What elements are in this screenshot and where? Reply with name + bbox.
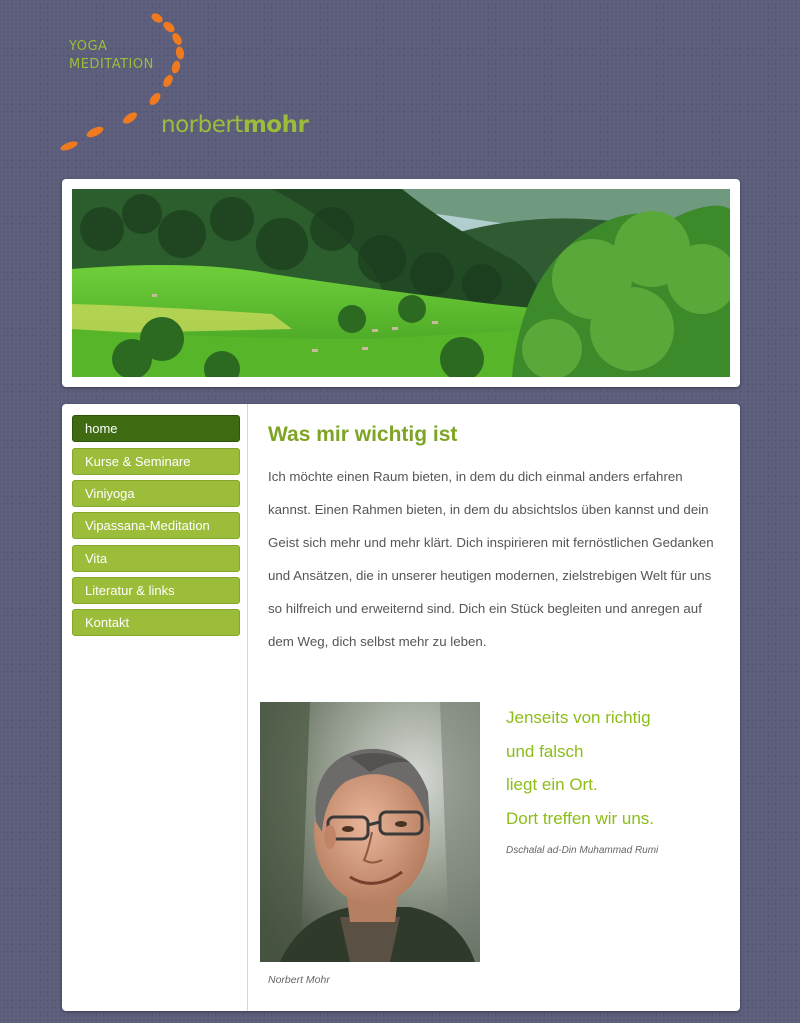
logo-tagline-yoga: YOGA bbox=[69, 39, 108, 54]
nav-item-viniyoga[interactable]: Viniyoga bbox=[72, 480, 240, 507]
quote-author: Dschalal ad-Din Muhammad Rumi bbox=[506, 845, 659, 856]
nav-item-literatur-links[interactable]: Literatur & links bbox=[72, 577, 240, 604]
nav-item-vita[interactable]: Vita bbox=[72, 545, 240, 572]
quote-line: Jenseits von richtig bbox=[506, 708, 651, 727]
logo-last-name: mohr bbox=[242, 112, 309, 138]
sidebar-nav bbox=[62, 404, 248, 1011]
nav-item-vipassana-meditation[interactable]: Vipassana-Meditation bbox=[72, 512, 240, 539]
logo-tagline bbox=[69, 38, 154, 74]
quote-line: liegt ein Ort. bbox=[506, 775, 598, 794]
page-title: Was mir wichtig ist bbox=[268, 423, 458, 446]
nav-item-kontakt[interactable]: Kontakt bbox=[72, 609, 240, 636]
logo-wordmark bbox=[161, 111, 308, 139]
site-logo[interactable] bbox=[55, 5, 355, 155]
logo-first-name: norbert bbox=[161, 112, 243, 138]
intro-paragraph: Ich möchte einen Raum bieten, in dem du dich einmal anders erfahren kannst. Einen Rahmen bieten, in dem du absichtslos üben kannst und dein Geist sich mehr und mehr klärt. Dich inspirieren mit fernöstlichen Gedanken und Ansätzen, die in unserer heutigen modernen, zielstrebigen Welt für uns so hilfreich und erweiternd sind. Dich ein Stück begleiten und anregen auf dem Weg, dich selbst mehr zu leben. bbox=[268, 469, 714, 649]
quote-line: und falsch bbox=[506, 741, 584, 761]
portrait-caption: Norbert Mohr bbox=[268, 974, 330, 986]
nav-item-kurse-seminare[interactable]: Kurse & Seminare bbox=[72, 448, 240, 475]
content-panel bbox=[62, 404, 740, 1011]
portrait-photo bbox=[260, 702, 480, 962]
quote-line: Dort treffen wir uns. bbox=[506, 808, 655, 828]
landscape-banner-image bbox=[72, 189, 730, 377]
quote-block bbox=[506, 701, 726, 835]
hero-panel bbox=[62, 179, 740, 387]
logo-tagline-meditation: MEDITATION bbox=[69, 57, 154, 72]
nav-item-home[interactable]: home bbox=[72, 415, 240, 442]
